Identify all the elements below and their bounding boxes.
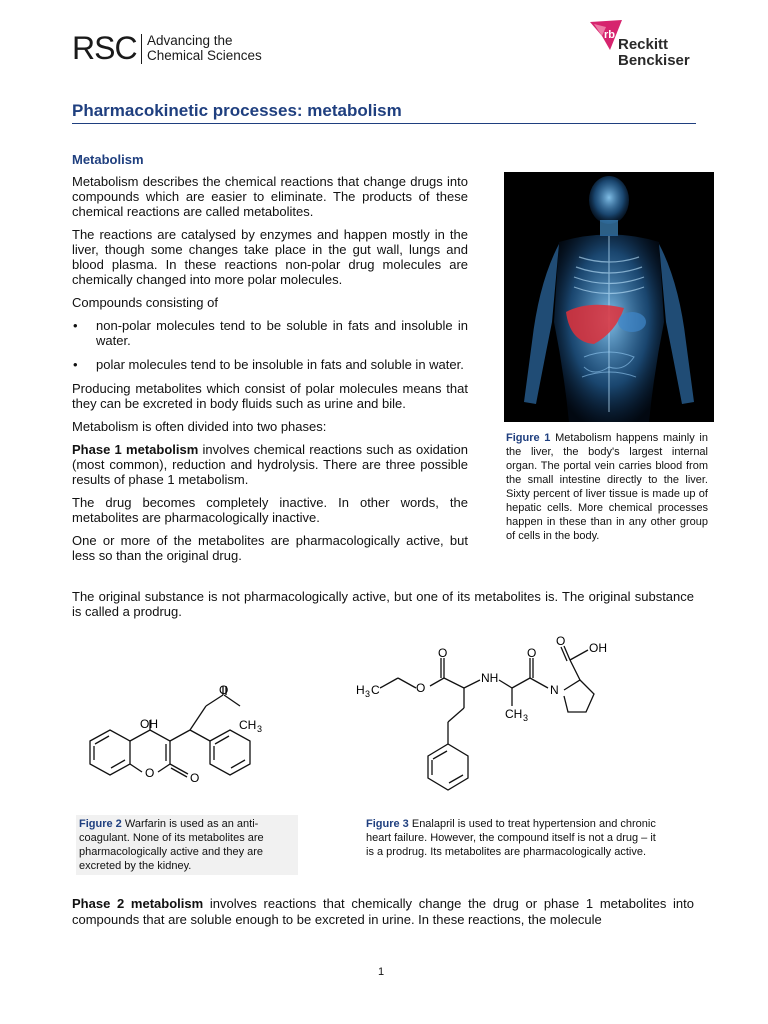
paragraph: The original substance is not pharmacologically active, but one of its metabolites is. The original substance is called a prodrug. [72, 589, 694, 619]
rb-logo-text: rb [604, 29, 615, 41]
title-rule [72, 123, 696, 124]
figure1-label: Figure 1 [506, 432, 551, 444]
human-body-liver-image [504, 172, 714, 422]
bullet-list [72, 318, 468, 372]
atom-label-subscript: 3 [523, 713, 529, 723]
phase1-text: involves chemical reactions such as oxidation (most common), reduction and hydrolysis. There are three possible results of phase 1 metabolism. [72, 442, 468, 487]
atom-label: CH [239, 718, 257, 732]
enalapril-structure [352, 632, 632, 812]
figure1-caption-text: Metabolism happens mainly in the liver, the body's largest internal organ. The portal vein carries blood from the small intestine directly to the liver. Sixty percent of liver tissue is made up of hepatic cells. More chemical processes happen in these than in any other group of cells in the body. [506, 432, 708, 542]
paragraph: Metabolism is often divided into two phases: [72, 419, 327, 434]
atom-label: H [356, 683, 365, 697]
atom-label: N [550, 683, 559, 697]
figure2-caption [76, 815, 298, 875]
atom-label: O [190, 771, 200, 785]
atom-label: O [416, 681, 426, 695]
rb-name-line1: Reckitt [618, 36, 669, 53]
paragraph: Compounds consisting of [72, 295, 218, 310]
figure1-caption [506, 431, 708, 543]
left-column-text [72, 174, 468, 571]
paragraph: The reactions are catalysed by enzymes and happen mostly in the liver, though some changes take place in the gut wall, lungs and blood plasma. In these reactions non-polar drug molecules are chemically changed into more polar molecules. [72, 227, 468, 287]
list-item: • non-polar molecules tend to be soluble in fats and insoluble in water. [72, 318, 468, 348]
figure3-caption [366, 817, 658, 859]
phase1-term: Phase 1 metabolism [72, 442, 199, 457]
phase2-text: involves reactions that chemically change the drug or phase 1 metabolites into compounds that are soluble enough to be excreted in urine. In these reactions, the molecule [72, 896, 694, 927]
atom-label-subscript: 3 [257, 724, 263, 734]
paragraph: The drug becomes completely inactive. In other words, the metabolites are pharmacologically inactive. [72, 495, 468, 525]
prodrug-paragraph [72, 589, 694, 619]
rsc-tagline-line1: Advancing the [147, 33, 233, 48]
figure3-caption-text: Enalapril is used to treat hypertension and chronic heart failure. However, the compound itself is not a drug – it is a prodrug. Its metabolites are pharmacologically active. [366, 818, 656, 858]
list-item: • polar molecules tend to be insoluble in fats and soluble in water. [72, 357, 468, 372]
atom-label: O [438, 646, 448, 660]
rb-name-line2: Benckiser [618, 52, 690, 69]
reckitt-benckiser-name [618, 37, 690, 69]
atom-label: C [371, 683, 380, 697]
atom-label: CH [505, 707, 523, 721]
phase2-paragraph [72, 896, 694, 928]
rsc-logo-divider [141, 34, 142, 64]
section-heading: Metabolism [72, 152, 144, 167]
phase2-term: Phase 2 metabolism [72, 896, 204, 911]
paragraph: Producing metabolites which consist of polar molecules means that they can be excreted in body fluids such as urine and bile. [72, 381, 468, 411]
atom-label: NH [481, 671, 499, 685]
figure3-label: Figure 3 [366, 818, 409, 830]
atom-label: O [145, 766, 155, 780]
rsc-tagline-line2: Chemical Sciences [147, 48, 262, 63]
atom-label-subscript: 3 [365, 689, 371, 699]
page-title: Pharmacokinetic processes: metabolism [72, 101, 402, 120]
figure2-label: Figure 2 [79, 818, 122, 830]
atom-label: O [527, 646, 537, 660]
figure2-caption-text: Warfarin is used as an anti-coagulant. None of its metabolites are pharmacologically active and they are excreted by the kidney. [79, 818, 264, 872]
rsc-logo-tagline [147, 33, 287, 63]
paragraph: One or more of the metabolites are pharmacologically active, but less so than the original drug. [72, 533, 468, 563]
atom-label: O [556, 634, 566, 648]
atom-label: OH [140, 717, 158, 731]
paragraph: Metabolism describes the chemical reactions that change drugs into compounds which are easier to eliminate. The products of these chemical reactions are called metabolites. [72, 174, 468, 219]
warfarin-structure [78, 676, 308, 811]
rsc-logo-mark: RSC [72, 30, 137, 66]
paragraph [72, 442, 468, 487]
atom-label: O [219, 683, 229, 697]
page-number: 1 [378, 966, 385, 978]
atom-label: OH [589, 641, 607, 655]
